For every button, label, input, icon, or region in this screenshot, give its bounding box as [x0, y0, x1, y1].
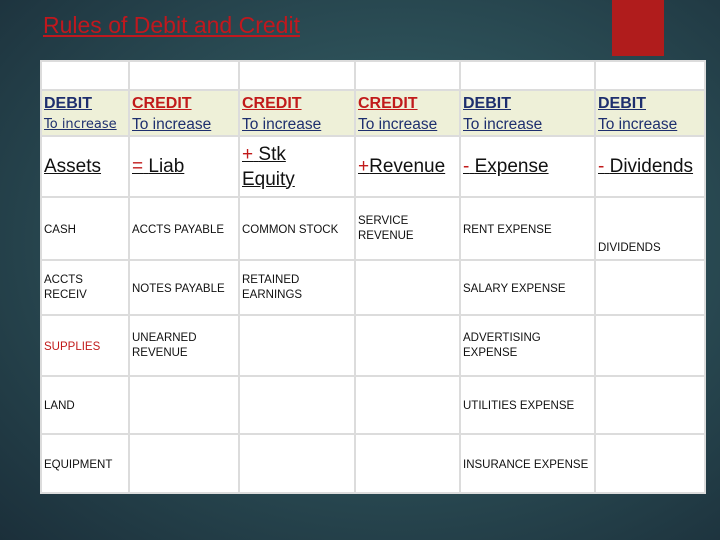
rule-direction: To increase: [242, 116, 322, 133]
category-assets: [41, 136, 129, 197]
account-name: UNEARNED REVENUE: [132, 331, 197, 359]
account-row: [41, 434, 705, 493]
red-accent-bar: [612, 0, 664, 56]
empty-cell: [129, 376, 239, 434]
empty-cell: [355, 315, 460, 376]
empty-cell: [595, 376, 705, 434]
header-liabilities: [129, 90, 239, 136]
rule-direction: To increase: [44, 117, 117, 132]
account-name: RENT EXPENSE: [463, 223, 552, 236]
account-name: RETAINED EARNINGS: [242, 273, 303, 301]
account-name: ACCTS RECEIV: [44, 273, 87, 301]
account-name: SUPPLIES: [44, 340, 101, 353]
account-name: LAND: [44, 400, 75, 412]
category-label: [463, 156, 549, 177]
category-row: [41, 136, 705, 197]
empty-cell: [41, 61, 129, 90]
account-name: SALARY EXPENSE: [463, 282, 566, 295]
header-stock-equity: [239, 90, 355, 136]
account-name: ADVERTISING EXPENSE: [463, 331, 541, 359]
account-cell: [41, 376, 129, 434]
rule-type: DEBIT: [463, 95, 511, 112]
category-stock-equity: [239, 136, 355, 197]
empty-cell: [595, 61, 705, 90]
empty-cell: [129, 61, 239, 90]
empty-cell: [239, 376, 355, 434]
account-cell: [460, 197, 595, 260]
account-cell: [41, 315, 129, 376]
category-sign: +: [242, 143, 254, 165]
rule-direction: To increase: [358, 116, 438, 133]
account-row: [41, 197, 705, 260]
rule-direction: To increase: [463, 116, 543, 133]
rule-type: CREDIT: [132, 95, 192, 112]
account-name: CASH: [44, 223, 76, 236]
account-cell: [355, 197, 460, 260]
rule-direction: To increase: [598, 116, 678, 133]
account-name: UTILITIES EXPENSE: [463, 400, 575, 412]
account-cell: [460, 376, 595, 434]
rule-type: DEBIT: [44, 95, 92, 112]
header-expense: [460, 90, 595, 136]
empty-cell: [355, 260, 460, 315]
category-sign: =: [132, 156, 144, 177]
category-label: [358, 156, 445, 177]
category-label-line2: Equity: [242, 168, 295, 190]
category-liabilities: [129, 136, 239, 197]
account-cell: [129, 197, 239, 260]
rule-type: DEBIT: [598, 95, 646, 112]
account-cell: [595, 197, 705, 260]
account-cell: [239, 260, 355, 315]
category-sign: -: [598, 156, 605, 177]
account-cell: [239, 197, 355, 260]
empty-cell: [460, 61, 595, 90]
empty-cell: [239, 61, 355, 90]
category-name: Liab: [148, 156, 185, 177]
category-sign: +: [358, 156, 370, 177]
header-assets: [41, 90, 129, 136]
slide-title: Rules of Debit and Credit: [43, 12, 300, 38]
account-name: COMMON STOCK: [242, 223, 339, 236]
category-sign: -: [463, 156, 470, 177]
category-label: [598, 156, 693, 177]
account-cell: [129, 315, 239, 376]
rule-type: CREDIT: [358, 95, 418, 112]
account-cell: [129, 260, 239, 315]
empty-cell: [355, 61, 460, 90]
category-dividends: [595, 136, 705, 197]
account-name: NOTES PAYABLE: [132, 282, 225, 295]
account-row: [41, 260, 705, 315]
empty-cell: [239, 315, 355, 376]
account-name: DIVIDENDS: [598, 242, 661, 254]
account-cell: [41, 434, 129, 493]
empty-cell: [595, 260, 705, 315]
account-cell: [460, 260, 595, 315]
category-expense: [460, 136, 595, 197]
empty-cell: [595, 434, 705, 493]
category-name: Dividends: [609, 156, 694, 177]
empty-cell: [355, 376, 460, 434]
category-label: [132, 156, 184, 177]
header-revenue: [355, 90, 460, 136]
category-name: Expense: [474, 156, 549, 177]
rules-table: [40, 60, 706, 494]
category-revenue: [355, 136, 460, 197]
empty-cell: [595, 315, 705, 376]
empty-cell: [355, 434, 460, 493]
category-name: Stk: [258, 143, 286, 165]
category-label: [242, 142, 352, 167]
header-dividends: [595, 90, 705, 136]
account-name: EQUIPMENT: [44, 458, 113, 471]
category-name: Revenue: [369, 156, 446, 177]
account-row: [41, 376, 705, 434]
account-cell: [41, 260, 129, 315]
account-name: SERVICE REVENUE: [358, 214, 414, 242]
account-cell: [460, 434, 595, 493]
category-label: Assets: [44, 156, 102, 177]
header-row: [41, 90, 705, 136]
table-top-row: [41, 61, 705, 90]
rule-direction: To increase: [132, 116, 212, 133]
empty-cell: [239, 434, 355, 493]
account-cell: [41, 197, 129, 260]
account-row: [41, 315, 705, 376]
account-name: INSURANCE EXPENSE: [463, 458, 589, 471]
rule-type: CREDIT: [242, 95, 302, 112]
empty-cell: [129, 434, 239, 493]
account-cell: [460, 315, 595, 376]
account-name: ACCTS PAYABLE: [132, 223, 225, 236]
